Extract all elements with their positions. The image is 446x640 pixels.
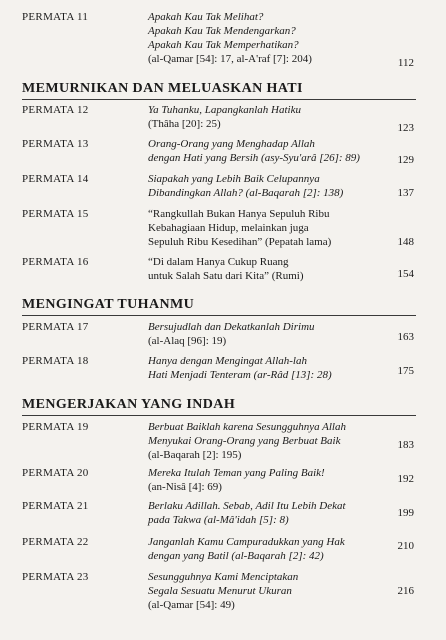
section-divider [22,99,416,100]
entry-page-number: 183 [397,439,414,451]
entry-label: PERMATA 13 [22,138,89,150]
entry-page-number: 199 [397,507,414,519]
section-divider [22,315,416,316]
entry-citation: (Thâha [20]: 25) [148,118,221,130]
entry-page-number: 112 [397,57,414,69]
entry-citation: (al-Qamar [54]: 49) [148,599,235,611]
entry-title: “Rangkullah Bukan Hanya Sepuluh Ribu Kebahagiaan Hidup, melainkan juga Sepuluh Ribu Kesedihan” (Pepatah lama) [148,208,332,248]
entry-label: PERMATA 21 [22,500,89,512]
entry-page-number: 148 [397,236,414,248]
entry-page-number: 192 [397,473,414,485]
entry-citation: (al-Alaq [96]: 19) [148,335,227,347]
entry-citation: (al-Qamar [54]: 17, al-A'raf [7]: 204) [148,53,312,65]
entry-label: PERMATA 17 [22,321,89,333]
entry-title: Berbuat Baiklah karena Sesungguhnya Allah Menyukai Orang-Orang yang Berbuat Baik (al-Baqarah [2]: 195) [148,420,398,462]
entry-title: Ya Tuhanku, Lapangkanlah Hatiku (Thâha [20]: 25) [148,103,398,131]
entry-citation: (al-Baqarah [2]: 195) [148,449,242,461]
entry-page-number: 216 [397,585,414,597]
entry-title: Apakah Kau Tak Melihat? Apakah Kau Tak Mendengarkan? Apakah Kau Tak Memperhatikan? (al-Qamar [54]: 17, al-A'raf [7]: 204) [148,10,398,66]
entry-label: PERMATA 14 [22,173,89,185]
entry-title: Janganlah Kamu Campuradukkan yang Hak dengan yang Batil (al-Baqarah [2]: 42) [148,536,345,562]
entry-label: PERMATA 19 [22,421,89,433]
entry-label: PERMATA 11 [22,11,89,23]
entry-title: Bersujudlah dan Dekatkanlah Dirimu (al-Alaq [96]: 19) [148,320,398,348]
entry-citation: (an-Nisâ [4]: 69) [148,481,222,493]
entry-page-number: 163 [397,331,414,343]
section-heading: MEMURNIKAN DAN MELUASKAN HATI [22,81,303,96]
entry-title: “Di dalam Hanya Cukup Ruang untuk Salah Satu dari Kita” (Rumi) [148,256,304,282]
entry-title: Sesungguhnya Kami Menciptakan Segala Sesuatu Menurut Ukuran (al-Qamar [54]: 49) [148,570,398,612]
entry-title: Berlaku Adillah. Sebab, Adil Itu Lebih Dekat pada Takwa (al-Mâ'idah [5]: 8) [148,500,346,526]
entry-label: PERMATA 20 [22,467,89,479]
entry-title: Siapakah yang Lebih Baik Celupannya Dibandingkan Allah? (al-Baqarah [2]: 138) [148,173,344,199]
entry-page-number: 137 [397,187,414,199]
entry-page-number: 129 [397,154,414,166]
entry-page-number: 123 [397,122,414,134]
entry-label: PERMATA 22 [22,536,89,548]
entry-label: PERMATA 16 [22,256,89,268]
section-heading: MENGINGAT TUHANMU [22,297,195,312]
entry-label: PERMATA 15 [22,208,89,220]
entry-page-number: 175 [397,365,414,377]
section-divider [22,415,416,416]
entry-title: Mereka Itulah Teman yang Paling Baik! (an-Nisâ [4]: 69) [148,466,398,494]
entry-label: PERMATA 23 [22,571,89,583]
entry-label: PERMATA 12 [22,104,89,116]
entry-title: Orang-Orang yang Menghadap Allah dengan Hati yang Bersih (asy-Syu'arâ [26]: 89) [148,138,360,164]
entry-page-number: 154 [397,268,414,280]
entry-label: PERMATA 18 [22,355,89,367]
section-heading: MENGERJAKAN YANG INDAH [22,397,236,412]
entry-page-number: 210 [397,540,414,552]
entry-title: Hanya dengan Mengingat Allah-lah Hati Menjadi Tenteram (ar-Râd [13]: 28) [148,355,332,381]
